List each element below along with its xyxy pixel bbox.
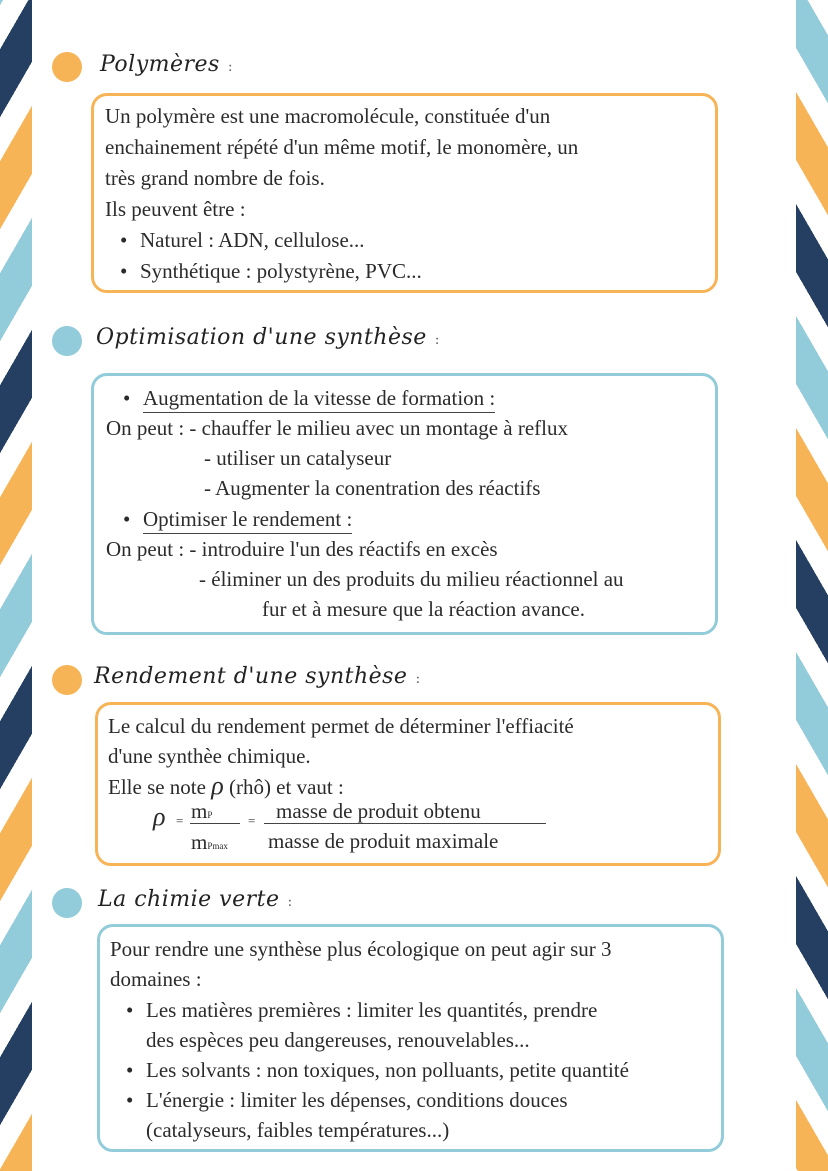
text-line: - éliminer un des produits du milieu réactionnel au bbox=[199, 567, 624, 591]
fraction-text-denominator: masse de produit maximale bbox=[268, 829, 499, 853]
section-title-chimie-verte: La chimie verte : bbox=[98, 887, 293, 912]
section-title-rendement: Rendement d'une synthèse : bbox=[94, 664, 421, 689]
text-line: Ils peuvent être : bbox=[105, 197, 246, 221]
text-line: des espèces peu dangereuses, renouvelables... bbox=[146, 1028, 530, 1052]
section-dot-chimie-verte bbox=[52, 888, 82, 918]
text-line: (catalyseurs, faibles températures...) bbox=[146, 1118, 450, 1142]
list-item: • Naturel : ADN, cellulose... bbox=[140, 225, 365, 255]
text-line: Elle se note ρ (rhô) et vaut : bbox=[108, 771, 344, 800]
fraction-numerator: mP bbox=[191, 799, 213, 823]
text-line: domaines : bbox=[110, 967, 202, 991]
rendement-box: Le calcul du rendement permet de déterminer l'effiacité d'une synthèe chimique. Elle se note ρ (rhô) et vaut : ρ = mP mPmax = masse de produit obtenu masse de produit maximale bbox=[95, 702, 721, 866]
optimisation-box bbox=[91, 373, 718, 635]
section-dot-optimisation bbox=[52, 326, 82, 356]
section-dot-rendement bbox=[52, 665, 82, 695]
text-line: fur et à mesure que la réaction avance. bbox=[262, 597, 585, 621]
text-line: très grand nombre de fois. bbox=[105, 166, 325, 190]
text-line: d'une synthèe chimique. bbox=[108, 744, 311, 768]
fraction-text-numerator: masse de produit obtenu bbox=[276, 799, 481, 823]
section-dot-polymeres bbox=[52, 52, 82, 82]
left-decorative-stripe bbox=[0, 0, 32, 1171]
list-item: • Les matières premières : limiter les quantités, prendre bbox=[146, 995, 597, 1025]
rho-symbol: ρ bbox=[211, 771, 224, 800]
list-item: • Les solvants : non toxiques, non polluants, petite quantité bbox=[146, 1055, 629, 1085]
section-title-polymeres: Polymères : bbox=[100, 52, 234, 77]
list-item: • L'énergie : limiter les dépenses, conditions douces bbox=[146, 1085, 568, 1115]
text-line: - Augmenter la conentration des réactifs bbox=[204, 476, 541, 500]
text-line: Le calcul du rendement permet de déterminer l'effiacité bbox=[108, 714, 574, 738]
polymeres-box bbox=[91, 93, 718, 293]
chimie-verte-box bbox=[97, 924, 724, 1152]
fraction-denominator: mPmax bbox=[191, 830, 228, 854]
text-line: On peut : - chauffer le milieu avec un montage à reflux bbox=[106, 416, 569, 440]
list-item: • Synthétique : polystyrène, PVC... bbox=[140, 256, 422, 286]
section-title-optimisation: Optimisation d'une synthèse : bbox=[96, 325, 441, 350]
list-item: • Optimiser le rendement : bbox=[143, 504, 352, 534]
list-item: • Augmentation de la vitesse de formation : bbox=[143, 383, 495, 413]
text-line: Un polymère est une macromolécule, constituée d'un bbox=[105, 104, 551, 128]
text-line: - utiliser un catalyseur bbox=[204, 446, 392, 470]
text-line: enchainement répété d'un même motif, le monomère, un bbox=[105, 135, 579, 159]
text-line: On peut : - introduire l'un des réactifs en excès bbox=[106, 537, 498, 561]
text-line: Pour rendre une synthèse plus écologique on peut agir sur 3 bbox=[110, 937, 612, 961]
right-decorative-stripe bbox=[796, 0, 828, 1171]
